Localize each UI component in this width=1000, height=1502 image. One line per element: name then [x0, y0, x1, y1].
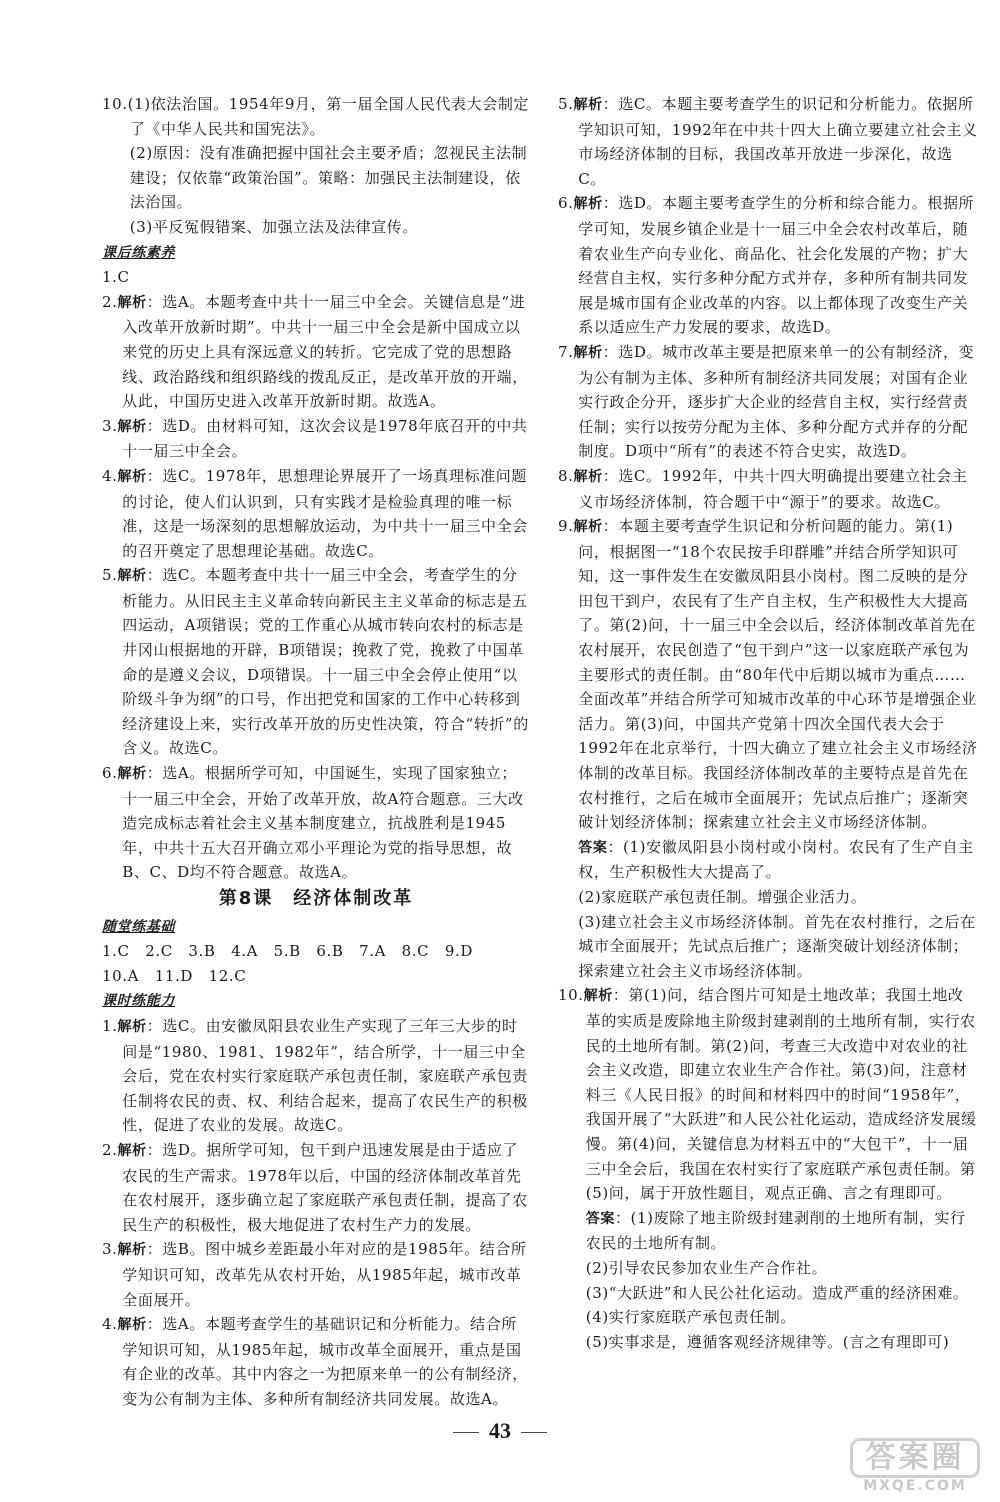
left-column	[102, 92, 530, 1411]
keshi-answer-7: 7.解析：选D。城市改革主要是把原来单一的公有制经济，变为公有制为主体、多种所有制经济共同发展；对国有企业实行政企分开，逐步扩大企业的经营自主权，实行经营责任制；实行以按劳分配为主体、多种分配方式并存的分配制度。D项中“所有”的表述不符合史实，故选D。	[558, 342, 975, 461]
keshi-answer-4: 4.解析：选A。本题考查学生的基础识记和分析能力。结合所学知识可知，从1985年起，城市改革全面展开，重点是国有企业的改革。其中内容之一为把原来单一的公有制经济，变为公有制为主体、多种所有制经济共同发展。故选A。	[102, 1315, 528, 1408]
answer-label: 答案	[578, 839, 608, 856]
watermark-logo	[850, 1438, 980, 1496]
q10-answer-part2: (2)引导农民参加农业生产合作社。	[585, 1258, 828, 1277]
keshi-answer-5: 5.解析：选C。本题主要考查学生的识记和分析能力。依据所学知识可知，1992年在中共十四大上确立要建立社会主义市场经济体制的目标，我国改革开放进一步深化，故选C。	[558, 95, 978, 188]
kehou-answer-5: 5.解析：选C。本题考查中共十一届三中全会，考查学生的分析能力。从旧民主主义革命转向新民主主义革命的标志是五四运动，A项错误；党的工作重心从城市转向农村的标志是井冈山根据地的开辟，B项错误；挽救了党，挽救了中国革命的是遵义会议，D项错误。十一届三中全会停止使用“以阶级斗争为纲”的口号，作出把党和国家的工作中心转移到经济建设上来，实行改革开放的历史性决策，符合“转折”的含义。故选C。	[102, 566, 529, 758]
q10-part3: (3)平反冤假错案、加强立法及法律宣传。	[129, 217, 418, 236]
right-column	[558, 92, 978, 1354]
kehou-answer-6: 6.解析：选A。根据所学可知，中国诞生，实现了国家独立；十一届三中全会，开始了改革开放，故A符合题意。三大改造完成标志着社会主义基本制度建立，抗战胜利是1945年，中共十五大召开确立邓小平理论为党的指导思想，故B、C、D均不符合题意。故选A。	[102, 764, 524, 882]
suitang-answers-row1: 1.C 2.C 3.B 4.A 5.B 6.B 7.A 8.C 9.D	[102, 942, 473, 961]
section-suitang: 随堂练基础	[102, 918, 175, 935]
kehou-answer-3: 3.解析：选D。由材料可知，这次会议是1978年底召开的中共十一届三中全会。	[102, 416, 528, 461]
keshi-answer-1: 1.解析：选C。由安徽凤阳县农业生产实现了三年三大步的时间是“1980、1981、1982年”，结合所学，十一届三中全会后，党在农村实行家庭联产承包责任制，家庭联产承包责任制将农民的责、权、利结合起来，提高了农民生产的积极性，促进了农业的发展。故选C。	[102, 1016, 528, 1135]
q10-answer-part5: (5)实事求是，遵循客观经济规律等。(言之有理即可)	[585, 1332, 950, 1351]
answer-label: 答案	[585, 1210, 615, 1227]
keshi-answer-10: 10.解析：第(1)问，结合图片可知是土地改革；我国土地改革的实质是废除地主阶级封建剥削的土地所有制，实行农民的土地所有制。第(2)问，考查三大改造中对农业的社会主义改造，即建立农业生产合作社。第(3)问，注意材料三《人民日报》的时间和材料四中的时间“1958年”，我国开展了“大跃进”和人民公社化运动，造成经济发展缓慢。第(4)问，关键信息为材料五中的“大包干”，十一届三中全会后，我国在农村实行了家庭联产承包责任制。第(5)问，属于开放性题目，观点正确、言之有理即可。	[558, 986, 977, 1203]
kehou-answer-2: 2.解析：选A。本题考查中共十一届三中全会。关键信息是“进入改革开放新时期”。中共十一届三中全会是新中国成立以来党的历史上具有深远意义的转折。它完成了党的思想路线、政治路线和组织路线的拨乱反正，是改革开放的开端，从此，中国历史进入改革开放新时期。故选A。	[102, 292, 528, 411]
watermark-title: 答案圈	[850, 1438, 980, 1478]
q9-answer-part3: (3)建立社会主义市场经济体制。首先在农村推行，之后在城市全面展开；先试点后推广；逐渐突破计划经济体制；探索建立社会主义市场经济体制。	[578, 912, 976, 980]
keshi-answer-8: 8.解析：选C。1992年，中共十四大明确提出要建立社会主义市场经济体制，符合题干中“源于”的要求。故选C。	[558, 466, 968, 511]
keshi-answer-9: 9.解析：本题主要考查学生识记和分析问题的能力。第(1)问，根据图一“18个农民按手印群雕”并结合所学知识可知，这一事件发生在安徽凤阳县小岗村。图二反映的是分田包干到户，农民有了生产自主权，生产积极性大大提高了。第(2)问，十一届三中全会以后，经济体制改革首先在农村展开，农民创造了“包干到户”这一以家庭联产承包为主要形式的责任制。由“80年代中后期以城市为重点……全面改革”并结合所学可知城市改革的中心环节是增强企业活力。第(3)问，中国共产党第十四次全国代表大会于1992年在北京举行，十四大确立了建立社会主义市场经济体制的改革目标。我国经济体制改革的主要特点是首先在农村推行，之后在城市全面展开；先试点后推广；逐渐突破计划经济体制；探索建立社会主义市场经济体制。	[558, 517, 978, 832]
page-number: 43	[0, 1418, 1000, 1444]
keshi-answer-3: 3.解析：选B。图中城乡差距最小年对应的是1985年。结合所学知识可知，改革先从农村开始，从1985年起，城市改革全面展开。	[102, 1240, 527, 1309]
q10-answer-part3: (3)“大跃进”和人民公社化运动。造成严重的经济困难。	[585, 1283, 969, 1302]
kehou-answer-1: 1.C	[102, 268, 130, 287]
section-kehou: 课后练素养	[102, 244, 175, 261]
q10-part1: 10.(1)依法治国。1954年9月，第一届全国人民代表大会制定了《中华人民共和国宪法》。	[102, 95, 530, 138]
q10-part2: (2)原因：没有准确把握中国社会主要矛盾；忽视民主法制建设；仅依靠“政策治国”。策略：加强民主法制建设，依法治国。	[129, 144, 528, 212]
q9-answer-part1: 答案：(1)安徽凤阳县小岗村或小岗村。农民有了生产自主权，生产积极性大大提高了。	[578, 837, 974, 882]
q9-answer-part2: (2)家庭联产承包责任制。增强企业活力。	[578, 888, 867, 906]
lesson-title: 第8课 经济体制改革	[218, 888, 414, 909]
q10-answer-part1: 答案：(1)废除了地主阶级封建剥削的土地所有制，实行农民的土地所有制。	[585, 1208, 966, 1253]
kehou-answer-4: 4.解析：选C。1978年，思想理论界展开了一场真理标准问题的讨论，使人们认识到，只有实践才是检验真理的唯一标准，这是一场深刻的思想解放运动，为中共十一届三中全会的召开奠定了思想理论基础。故选C。	[102, 466, 528, 560]
section-keshi: 课时练能力	[102, 993, 175, 1010]
keshi-answer-6: 6.解析：选D。本题主要考查学生的分析和综合能力。根据所学可知，发展乡镇企业是十一届三中全会农村改革后，随着农业生产向专业化、商品化、社会化发展的产物；扩大经营自主权，实行多种分配方式并存，多种所有制共同发展是城市国有企业改革的内容。以上都体现了改变生产关系以适应生产力发展的要求，故选D。	[558, 194, 975, 337]
watermark-url: MXQE.COM	[863, 1478, 967, 1494]
q10-answer-part4: (4)实行家庭联产承包责任制。	[585, 1308, 796, 1327]
keshi-answer-2: 2.解析：选D。据所学可知，包干到户迅速发展是由于适应了农民的生产需求。1978年以后，中国的经济体制改革首先在农村展开，逐步确立起了家庭联产承包责任制，提高了农民生产的积极性，极大地促进了农村生产力的发展。	[102, 1140, 528, 1234]
suitang-answers-row2: 10.A 11.D 12.C	[102, 966, 247, 985]
